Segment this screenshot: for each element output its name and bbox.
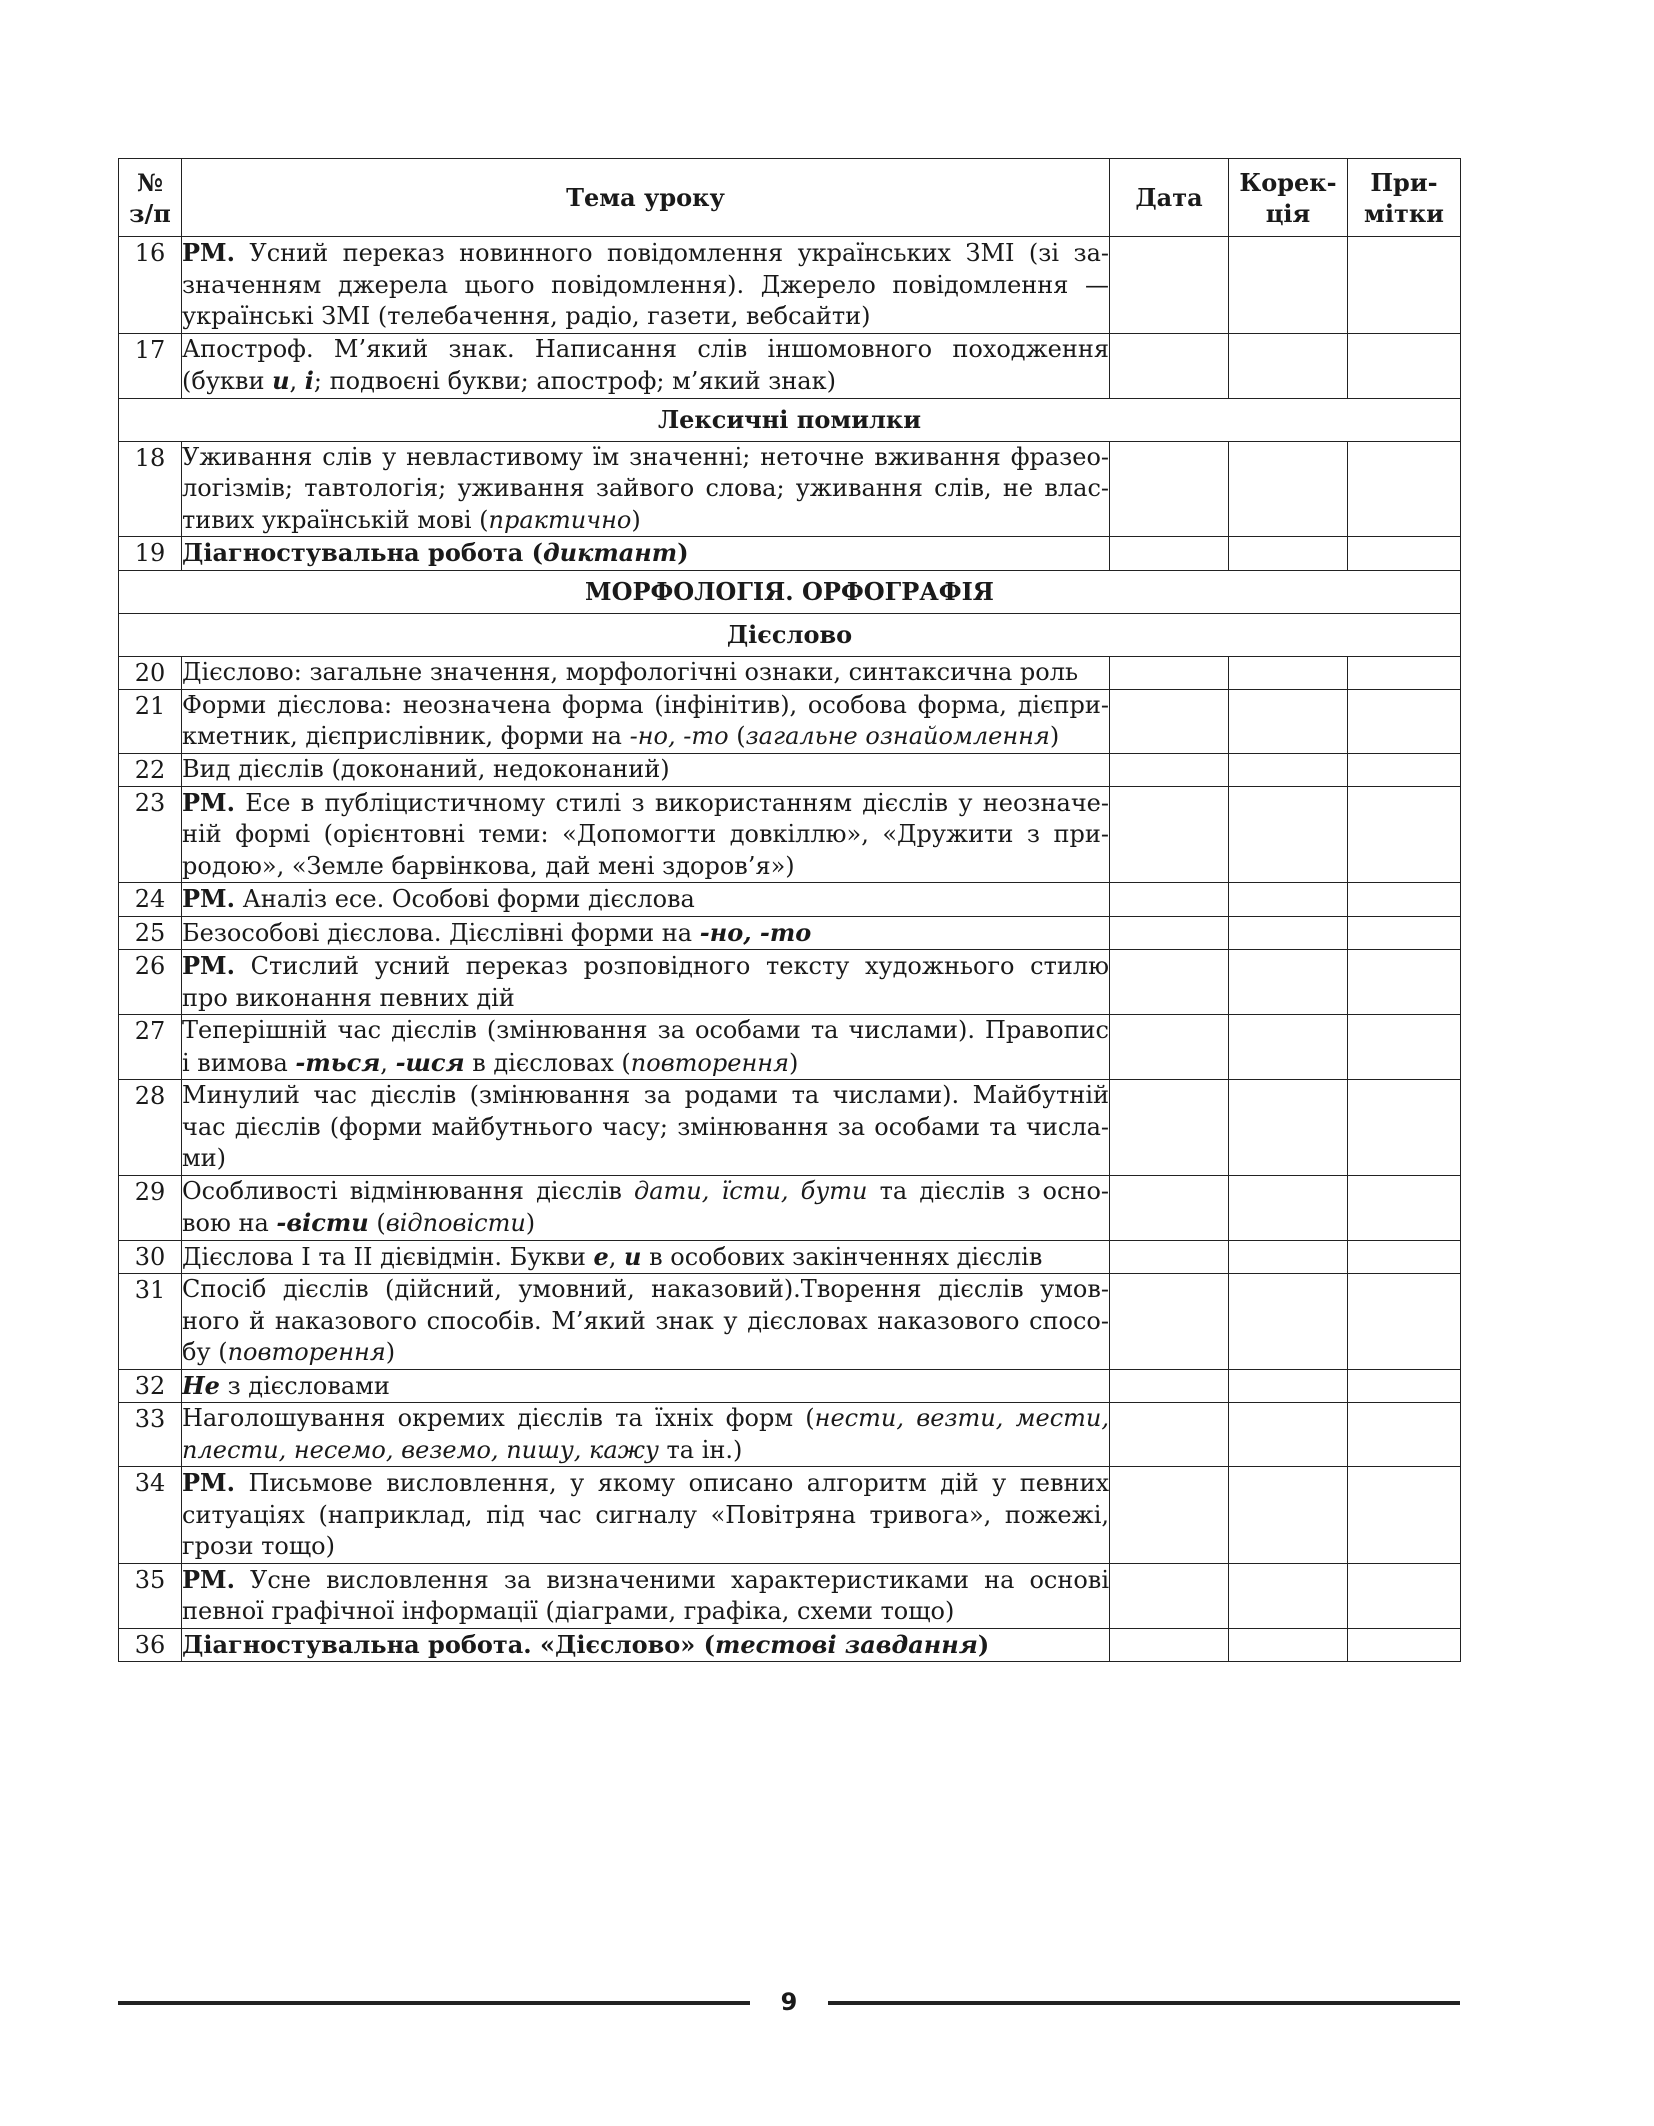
date-cell[interactable] <box>1110 916 1229 950</box>
topic-text: час дієслів (форми майбутнього часу; змінювання за особами та числа- <box>182 1112 1109 1141</box>
table-row <box>119 1015 1461 1080</box>
date-cell[interactable] <box>1110 237 1229 334</box>
topic-text: Форми дієслова: неозначена форма (інфінітив), особова форма, дієпри- <box>182 690 1109 719</box>
correction-cell[interactable] <box>1229 883 1348 917</box>
header-correction <box>1229 159 1348 237</box>
topic-text: та дієслів з осно- <box>867 1176 1110 1205</box>
notes-cell[interactable] <box>1348 1628 1461 1662</box>
table-body <box>119 237 1461 1662</box>
correction-cell[interactable] <box>1229 1628 1348 1662</box>
table-row <box>119 237 1461 334</box>
topic-text: Усне висловлення за визначеними характеристиками на основі <box>234 1565 1109 1594</box>
topic-text: Дієслова І та ІІ дієвідмін. Букви <box>182 1242 594 1271</box>
lesson-topic <box>182 1369 1110 1403</box>
date-cell[interactable] <box>1110 950 1229 1015</box>
topic-text: Не <box>182 1370 220 1400</box>
topic-text: вою на <box>182 1209 277 1237</box>
topic-line <box>182 1531 1109 1563</box>
correction-cell[interactable] <box>1229 916 1348 950</box>
topic-text: повторення <box>630 1048 789 1077</box>
topic-line <box>182 237 1109 270</box>
lesson-number: 23 <box>119 786 182 883</box>
topic-line <box>182 754 1109 786</box>
topic-text: відповісти <box>385 1209 526 1237</box>
topic-line <box>182 690 1109 722</box>
table-header-row <box>119 159 1461 237</box>
lesson-number: 26 <box>119 950 182 1015</box>
topic-text: Стислий усний переказ розповідного тексту художнього стилю <box>234 952 1109 980</box>
topic-line <box>182 1435 1109 1467</box>
lesson-number: 27 <box>119 1015 182 1080</box>
table-row <box>119 786 1461 883</box>
notes-cell[interactable] <box>1348 883 1461 917</box>
topic-line <box>182 1015 1109 1047</box>
lesson-topic <box>182 1015 1110 1080</box>
topic-text: , <box>608 1242 625 1271</box>
table-row <box>119 1563 1461 1628</box>
topic-text: Діагностувальна робота ( <box>182 538 543 567</box>
topic-line <box>182 1337 1109 1369</box>
topic-text: Наголошування окремих дієслів та їхніх форм ( <box>182 1404 815 1432</box>
topic-text: -шся <box>395 1047 465 1077</box>
topic-text: , <box>380 1048 396 1077</box>
topic-text: Безособові дієслова. Дієслівні форми на <box>182 918 700 947</box>
table-row <box>119 1240 1461 1274</box>
topic-text: кметник, дієприслівник, форми на <box>182 722 630 750</box>
header-correction-line-1: Корек- <box>1239 167 1337 197</box>
topic-text: диктант <box>542 538 678 567</box>
correction-cell[interactable] <box>1229 1369 1348 1403</box>
lesson-topic <box>182 1628 1110 1662</box>
lesson-topic <box>182 786 1110 883</box>
header-date-label: Дата <box>1135 183 1203 212</box>
topic-text: дати, їсти, бути <box>634 1176 868 1205</box>
lesson-topic <box>182 753 1110 786</box>
topic-line <box>182 442 1109 474</box>
topic-text: РМ. <box>182 1468 235 1497</box>
topic-line <box>182 1207 1109 1240</box>
header-notes-line-2: мітки <box>1364 198 1444 228</box>
topic-text: -ться <box>295 1047 381 1077</box>
lesson-number: 19 <box>119 537 182 571</box>
topic-line <box>182 1274 1109 1306</box>
topic-line <box>182 819 1109 851</box>
header-number <box>119 159 182 237</box>
topic-text: Особливості відмінювання дієслів <box>182 1176 635 1205</box>
page-number: 9 <box>780 1988 798 2016</box>
topic-line <box>182 883 1109 916</box>
date-cell[interactable] <box>1110 537 1229 571</box>
notes-cell[interactable] <box>1348 950 1461 1015</box>
correction-cell[interactable] <box>1229 1240 1348 1274</box>
lesson-topic <box>182 1175 1110 1240</box>
section-title: Дієслово <box>119 613 1461 656</box>
topic-text: -но, -то <box>699 917 812 947</box>
date-cell[interactable] <box>1110 1628 1229 1662</box>
section-title: МОРФОЛОГІЯ. ОРФОГРАФІЯ <box>119 570 1461 613</box>
topic-text: ) <box>385 1338 396 1366</box>
notes-cell[interactable] <box>1348 1403 1461 1467</box>
date-cell[interactable] <box>1110 1080 1229 1176</box>
notes-cell[interactable] <box>1348 1369 1461 1403</box>
correction-cell[interactable] <box>1229 1467 1348 1564</box>
header-notes <box>1348 159 1461 237</box>
topic-text: логізмів; тавтологія; уживання зайвого слова; уживання слів, не влас- <box>182 474 1109 502</box>
table-row <box>119 537 1461 571</box>
lesson-number: 17 <box>119 333 182 398</box>
topic-text: плести, несемо, веземо, пишу, кажу <box>182 1435 659 1464</box>
correction-cell[interactable] <box>1229 237 1348 334</box>
topic-text: ного й наказового способів. М’який знак у дієсловах наказового спосо- <box>182 1306 1109 1335</box>
lesson-number: 35 <box>119 1563 182 1628</box>
lesson-topic <box>182 916 1110 950</box>
date-cell[interactable] <box>1110 1274 1229 1370</box>
topic-line <box>182 1500 1109 1532</box>
topic-text: ми) <box>182 1144 227 1172</box>
lesson-topic <box>182 1563 1110 1628</box>
date-cell[interactable] <box>1110 1403 1229 1467</box>
correction-cell[interactable] <box>1229 1015 1348 1080</box>
topic-line <box>182 657 1109 689</box>
correction-cell[interactable] <box>1229 656 1348 689</box>
topic-text: Теперішній час дієслів (змінювання за особами та числами). Правопис <box>182 1016 1109 1044</box>
lesson-topic <box>182 883 1110 917</box>
table-row <box>119 753 1461 786</box>
topic-text: и <box>624 1241 642 1271</box>
topic-text: Діагностувальна робота. «Дієслово» ( <box>182 1629 715 1659</box>
notes-cell[interactable] <box>1348 786 1461 883</box>
topic-line <box>182 1080 1109 1112</box>
header-date <box>1110 159 1229 237</box>
topic-text: значенням джерела цього повідомлення). Джерело повідомлення — <box>182 270 1109 299</box>
footer-rule-right <box>828 2001 1460 2005</box>
notes-cell[interactable] <box>1348 916 1461 950</box>
lesson-number: 36 <box>119 1628 182 1662</box>
topic-text: Аналіз есе. Особові форми дієслова <box>234 885 695 913</box>
topic-text: РМ. <box>182 787 235 817</box>
topic-line <box>182 851 1109 883</box>
correction-cell[interactable] <box>1229 689 1348 753</box>
topic-line <box>182 1176 1109 1208</box>
topic-line <box>182 1467 1109 1500</box>
topic-text: ; подвоєні букви; апостроф; м’який знак) <box>313 367 836 395</box>
date-cell[interactable] <box>1110 333 1229 398</box>
table-row <box>119 916 1461 950</box>
topic-text: українські ЗМІ (телебачення, радіо, газети, вебсайти) <box>182 302 871 330</box>
topic-line <box>182 505 1109 537</box>
topic-text: е <box>593 1241 609 1271</box>
notes-cell[interactable] <box>1348 1274 1461 1370</box>
notes-cell[interactable] <box>1348 1015 1461 1080</box>
topic-line <box>182 917 1109 950</box>
lesson-number: 24 <box>119 883 182 917</box>
topic-text: ) <box>525 1209 536 1237</box>
notes-cell[interactable] <box>1348 537 1461 571</box>
topic-line <box>182 787 1109 820</box>
lesson-topic <box>182 1080 1110 1176</box>
correction-cell[interactable] <box>1229 333 1348 398</box>
topic-line <box>182 1629 1109 1662</box>
topic-line <box>182 365 1109 398</box>
notes-cell[interactable] <box>1348 1175 1461 1240</box>
header-topic-label: Тема уроку <box>566 183 725 212</box>
topic-line <box>182 537 1109 570</box>
topic-text: ) <box>1049 722 1060 750</box>
section-row <box>119 570 1461 613</box>
lesson-number: 20 <box>119 656 182 689</box>
lesson-topic <box>182 333 1110 398</box>
topic-text: повторення <box>227 1338 386 1366</box>
lesson-topic <box>182 441 1110 537</box>
lesson-number: 22 <box>119 753 182 786</box>
topic-text: родою», «Земле барвінкова, дай мені здоров’я») <box>182 851 795 880</box>
date-cell[interactable] <box>1110 1175 1229 1240</box>
table-row <box>119 950 1461 1015</box>
header-correction-line-2: ція <box>1265 198 1311 228</box>
topic-text: -но, -то <box>629 722 729 750</box>
correction-cell[interactable] <box>1229 1563 1348 1628</box>
date-cell[interactable] <box>1110 1467 1229 1564</box>
notes-cell[interactable] <box>1348 753 1461 786</box>
lesson-number: 21 <box>119 689 182 753</box>
topic-line <box>182 1306 1109 1338</box>
correction-cell[interactable] <box>1229 441 1348 537</box>
topic-line <box>182 1564 1109 1597</box>
notes-cell[interactable] <box>1348 689 1461 753</box>
lesson-number: 29 <box>119 1175 182 1240</box>
topic-text: РМ. <box>182 951 235 980</box>
date-cell[interactable] <box>1110 1563 1229 1628</box>
table-row <box>119 883 1461 917</box>
header-number-line-1: № <box>136 167 164 197</box>
table-row <box>119 1175 1461 1240</box>
topic-line <box>182 1403 1109 1435</box>
topic-text: ( <box>728 722 746 750</box>
lesson-number: 18 <box>119 441 182 537</box>
topic-text: , <box>289 367 305 395</box>
lesson-topic <box>182 237 1110 334</box>
lesson-number: 34 <box>119 1467 182 1564</box>
correction-cell[interactable] <box>1229 537 1348 571</box>
topic-text: загальне ознайомлення <box>745 722 1050 750</box>
notes-cell[interactable] <box>1348 1240 1461 1274</box>
topic-line <box>182 1047 1109 1080</box>
topic-text: тивих українській мові ( <box>182 505 489 534</box>
topic-text: Уживання слів у невластивому їм значенні; неточне вживання фразео- <box>182 442 1109 471</box>
topic-line <box>182 1241 1109 1274</box>
lesson-number: 32 <box>119 1369 182 1403</box>
date-cell[interactable] <box>1110 753 1229 786</box>
topic-text: Усний переказ новинного повідомлення українських ЗМІ (зі за- <box>234 239 1109 267</box>
table-row <box>119 333 1461 398</box>
topic-text: нести, везти, мести, <box>814 1404 1110 1432</box>
lesson-topic <box>182 537 1110 571</box>
date-cell[interactable] <box>1110 1240 1229 1274</box>
notes-cell[interactable] <box>1348 1467 1461 1564</box>
topic-text: та ін.) <box>658 1435 743 1464</box>
correction-cell[interactable] <box>1229 753 1348 786</box>
topic-text: грози тощо) <box>182 1532 335 1560</box>
topic-text: певної графічної інформації (діаграми, графіка, схеми тощо) <box>182 1597 955 1625</box>
correction-cell[interactable] <box>1229 1403 1348 1467</box>
date-cell[interactable] <box>1110 883 1229 917</box>
table-row <box>119 1080 1461 1176</box>
table-row <box>119 1628 1461 1662</box>
date-cell[interactable] <box>1110 441 1229 537</box>
table-row <box>119 656 1461 689</box>
topic-line <box>182 950 1109 983</box>
topic-text: Спосіб дієслів (дійсний, умовний, наказовий).Творення дієслів умов- <box>182 1275 1109 1303</box>
lesson-topic <box>182 1240 1110 1274</box>
topic-text: в дієсловах ( <box>464 1048 631 1077</box>
notes-cell[interactable] <box>1348 1080 1461 1176</box>
topic-text: Вид дієслів (доконаний, недоконаний) <box>182 754 670 783</box>
table-row <box>119 1403 1461 1467</box>
topic-text: ) <box>977 1629 990 1659</box>
lesson-number: 25 <box>119 916 182 950</box>
topic-line <box>182 983 1109 1015</box>
topic-text: ній формі (орієнтовні теми: «Допомогти довкіллю», «Дружити з при- <box>182 820 1109 848</box>
notes-cell[interactable] <box>1348 441 1461 537</box>
correction-cell[interactable] <box>1229 1080 1348 1176</box>
lesson-topic <box>182 689 1110 753</box>
topic-text: в особових закінченнях дієслів <box>641 1242 1043 1271</box>
notes-cell[interactable] <box>1348 656 1461 689</box>
section-row <box>119 613 1461 656</box>
date-cell[interactable] <box>1110 1369 1229 1403</box>
topic-line <box>182 270 1109 302</box>
correction-cell[interactable] <box>1229 1274 1348 1370</box>
topic-text: Есе в публіцистичному стилі з використанням дієслів у неозначе- <box>234 788 1109 817</box>
topic-text: РМ. <box>182 1564 235 1594</box>
lesson-number: 31 <box>119 1274 182 1370</box>
lesson-plan-table <box>118 158 1461 1662</box>
lesson-number: 28 <box>119 1080 182 1176</box>
table-row <box>119 1467 1461 1564</box>
topic-text: (букви <box>182 367 273 395</box>
table-row <box>119 689 1461 753</box>
header-number-line-2: з/п <box>129 198 171 228</box>
lesson-number: 30 <box>119 1240 182 1274</box>
notes-cell[interactable] <box>1348 333 1461 398</box>
topic-line <box>182 334 1109 366</box>
correction-cell[interactable] <box>1229 1175 1348 1240</box>
topic-text: -вісти <box>276 1208 369 1237</box>
topic-line <box>182 1370 1109 1403</box>
topic-text: і вимова <box>182 1048 296 1077</box>
topic-text: РМ. <box>182 884 235 913</box>
table-row <box>119 1369 1461 1403</box>
table-row <box>119 441 1461 537</box>
topic-text: ) <box>677 538 689 567</box>
correction-cell[interactable] <box>1229 950 1348 1015</box>
topic-text: Письмове висловлення, у якому описано алгоритм дій у певних <box>234 1469 1109 1497</box>
topic-text: і <box>304 366 314 395</box>
notes-cell[interactable] <box>1348 1563 1461 1628</box>
topic-text: практично <box>488 505 632 534</box>
topic-text: Дієслово: загальне значення, морфологічні ознаки, синтаксична роль <box>182 657 1079 686</box>
lesson-topic <box>182 1403 1110 1467</box>
topic-line <box>182 473 1109 505</box>
lesson-number: 33 <box>119 1403 182 1467</box>
lesson-topic <box>182 1274 1110 1370</box>
topic-text: и <box>272 366 290 395</box>
lesson-plan-table-wrap <box>118 158 1460 1662</box>
topic-text: ( <box>368 1209 386 1237</box>
topic-line <box>182 301 1109 333</box>
topic-text: тестові завдання <box>715 1629 978 1659</box>
table-row <box>119 1274 1461 1370</box>
topic-line <box>182 1596 1109 1628</box>
topic-text: про виконання певних дій <box>182 983 515 1012</box>
date-cell[interactable] <box>1110 689 1229 753</box>
topic-line <box>182 1143 1109 1175</box>
topic-text: Минулий час дієслів (змінювання за родами та числами). Майбутній <box>182 1081 1109 1109</box>
header-topic <box>182 159 1110 237</box>
date-cell[interactable] <box>1110 656 1229 689</box>
header-notes-line-1: При- <box>1370 167 1438 197</box>
lesson-topic <box>182 1467 1110 1564</box>
topic-text: РМ. <box>182 238 235 267</box>
lesson-topic <box>182 656 1110 689</box>
topic-line <box>182 721 1109 753</box>
topic-text: ) <box>788 1048 799 1077</box>
lesson-number: 16 <box>119 237 182 334</box>
section-row <box>119 398 1461 441</box>
topic-text: ситуаціях (наприклад, під час сигналу «Повітряна тривога», пожежі, <box>182 1500 1109 1529</box>
topic-line <box>182 1112 1109 1144</box>
section-title: Лексичні помилки <box>119 398 1461 441</box>
topic-text: ) <box>631 505 641 534</box>
topic-text: Апостроф. М’який знак. Написання слів іншомовного походження <box>182 334 1109 363</box>
correction-cell[interactable] <box>1229 786 1348 883</box>
topic-text: з дієсловами <box>219 1371 390 1400</box>
lesson-topic <box>182 950 1110 1015</box>
date-cell[interactable] <box>1110 786 1229 883</box>
topic-text: бу ( <box>182 1338 228 1366</box>
footer-rule-left <box>118 2001 750 2005</box>
date-cell[interactable] <box>1110 1015 1229 1080</box>
notes-cell[interactable] <box>1348 237 1461 334</box>
